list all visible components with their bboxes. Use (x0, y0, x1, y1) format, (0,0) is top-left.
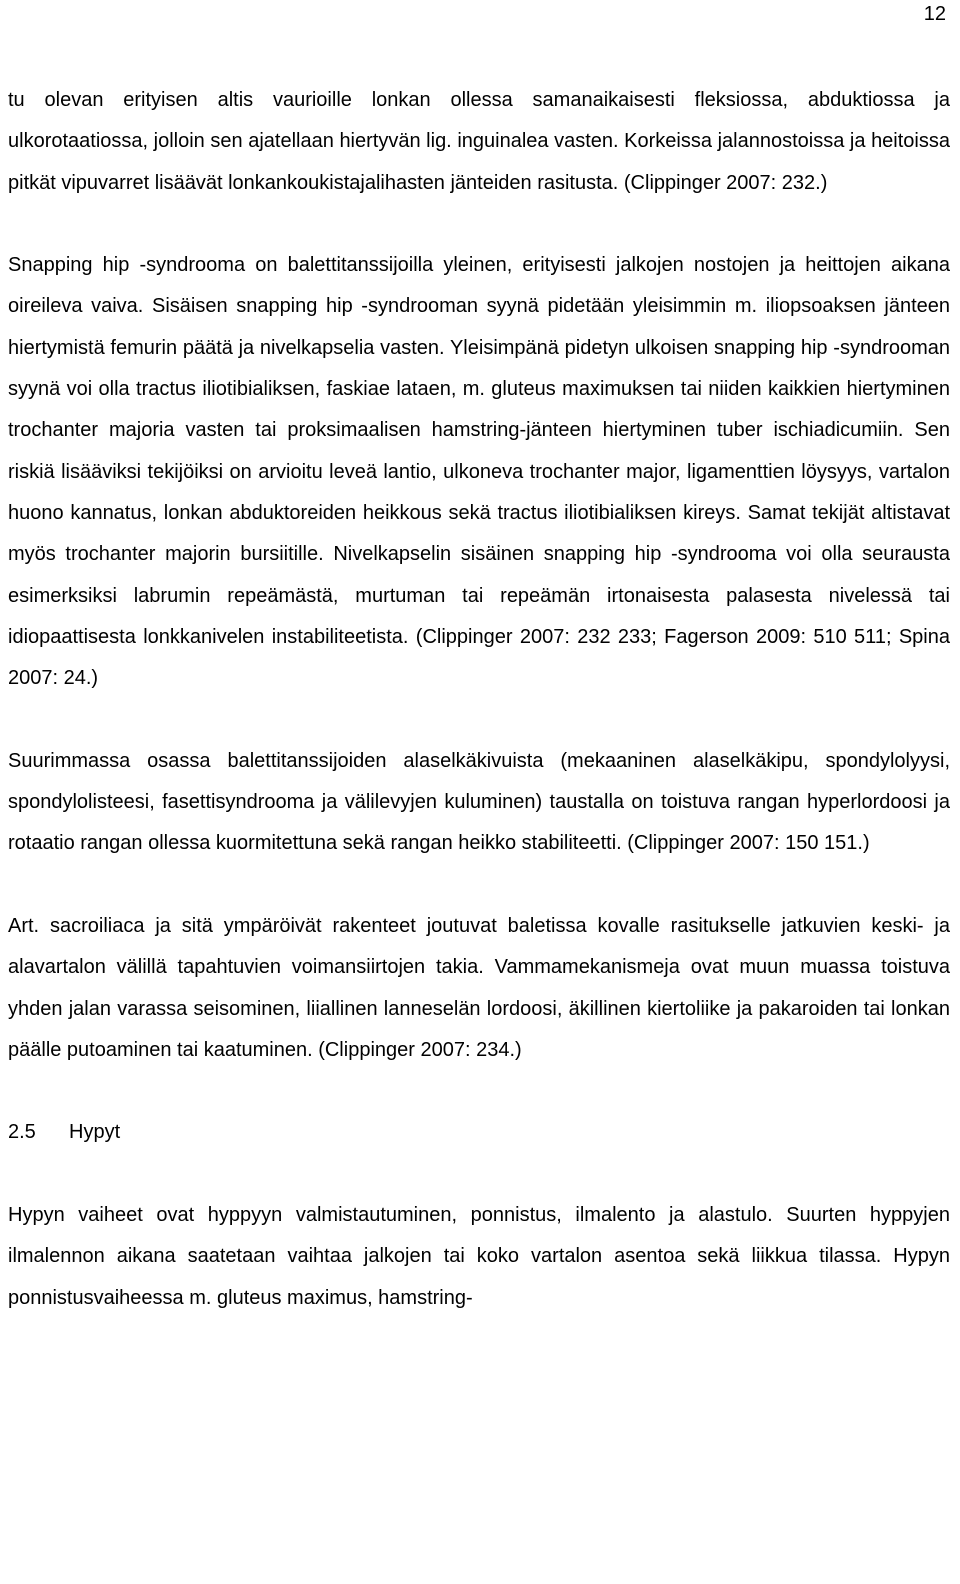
paragraph-snapping-hip: Snapping hip -syndrooma on balettitanssijoilla yleinen, erityisesti jalkojen nostojen ja heittojen aikana oireileva vaiva. Sisäisen snapping hip -syndrooman syynä pidetään yleisimmin m. iliopsoaksen jänteen hiertymistä femurin päätä ja nivelkapselia vasten. Yleisimpänä pidetyn ulkoisen snapping hip -syndrooman syynä voi olla tractus iliotibialiksen, faskiae lataen, m. gluteus maximuksen tai niiden kaikkien hiertyminen trochanter majoria vasten tai proksimaalisen hamstring-jänteen hiertyminen tuber ischiadicumiin. Sen riskiä lisääviksi tekijöiksi on arvioitu leveä lantio, ulkoneva trochanter major, ligamenttien löysyys, vartalon huono kannatus, lonkan abduktoreiden heikkous sekä tractus iliotibialiksen kireys. Samat tekijät altistavat myös trochanter majorin bursiitille. Nivelkapselin sisäinen snapping hip -syndrooma voi olla seurausta esimerksiksi labrumin repeämästä, murtuman tai repeämän irtonaisesta palasesta nivelessä tai idiopaattisesta lonkkanivelen instabiliteetista. (Clippinger 2007: 232 233; Fagerson 2009: 510 511; Spina 2007: 24.) (8, 254, 950, 690)
paragraph-hip-flexor-strain: tu olevan erityisen altis vaurioille lonkan ollessa samanaikaisesti fleksiossa, abduktiossa ja ulkorotaatiossa, jolloin sen ajatellaan hiertyvän lig. inguinalea vasten. Korkeissa jalannostoissa ja heitoissa pitkät vipuvarret lisäävät lonkankoukistajalihasten jänteiden rasitusta. (Clippinger 2007: 232.) (8, 89, 950, 194)
paragraph-low-back-pain: Suurimmassa osassa balettitanssijoiden alaselkäkivuista (mekaaninen alaselkäkipu, spondylolyysi, spondylolisteesi, fasettisyndrooma ja välilevyjen kuluminen) taustalla on toistuva rangan hyperlordoosi ja rotaatio rangan ollessa kuormitettuna sekä rangan heikko stabiliteetti. (Clippinger 2007: 150 151.) (8, 749, 950, 855)
section-title: Hypyt (69, 1121, 121, 1144)
section-heading (8, 1112, 950, 1153)
document-body (8, 80, 950, 1319)
section-number: 2.5 (8, 1121, 36, 1144)
paragraph-sacroiliac: Art. sacroiliaca ja sitä ympäröivät rakenteet joutuvat baletissa kovalle rasitukselle jatkuvien keski- ja alavartalon välillä tapahtuvien voimansiirtojen takia. Vammamekanismeja ovat muun muassa toistuva yhden jalan varassa seisominen, liiallinen lanneselän lordoosi, äkillinen kiertoliike ja pakaroiden tai lonkan päälle putoaminen tai kaatuminen. (Clippinger 2007: 234.) (8, 914, 950, 1061)
page-number: 12 (923, 3, 946, 25)
paragraph-jumps: Hypyn vaiheet ovat hyppyyn valmistautuminen, ponnistus, ilmalento ja alastulo. Suurten hyppyjen ilmalennon aikana saatetaan vaihtaa jalkojen tai koko vartalon asentoa sekä liikkua tilassa. Hypyn ponnistusvaiheessa m. gluteus maximus, hamstring- (8, 1204, 950, 1309)
